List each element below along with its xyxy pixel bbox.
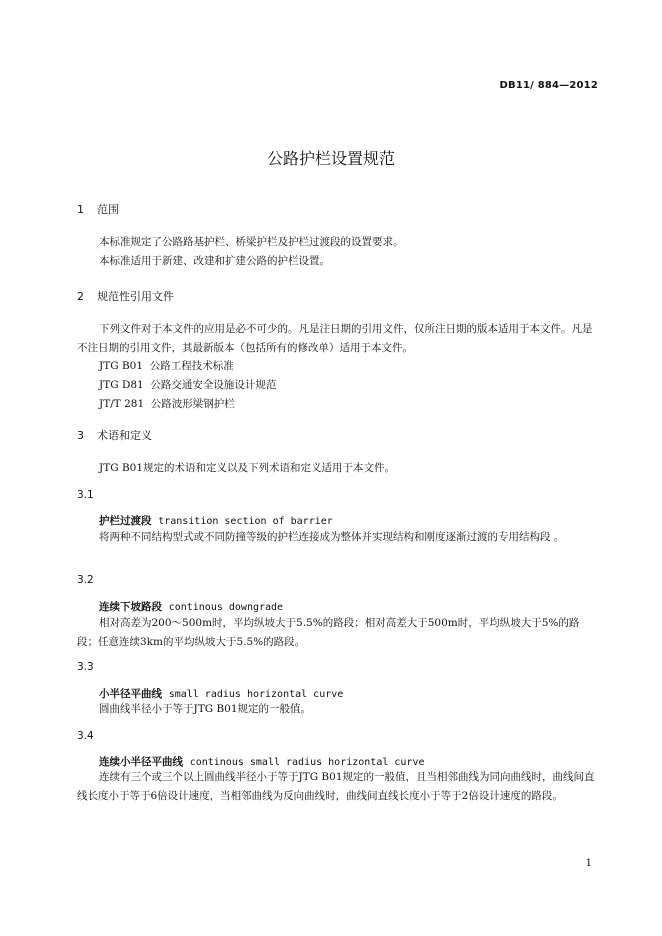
section-1-paragraph-2: 本标准适用于新建、改建和扩建公路的护栏设置。 bbox=[99, 255, 330, 267]
reference-item: JTG D81 公路交通安全设施设计规范 bbox=[99, 379, 277, 391]
section-1-paragraph-1: 本标准规定了公路路基护栏、桥梁护栏及护栏过渡段的设置要求。 bbox=[99, 236, 404, 248]
section-2-heading bbox=[77, 288, 174, 304]
term-number: 3.1 bbox=[77, 489, 94, 501]
term-definition: 将两种不同结构型式或不同防撞等级的护栏连接成为整体并实现结构和刚度逐渐过渡的专用结构段 。 bbox=[99, 531, 565, 543]
reference-item: JT/T 281 公路波形梁钢护栏 bbox=[99, 398, 235, 410]
term-heading bbox=[99, 599, 283, 614]
section-title: 术语和定义 bbox=[97, 429, 152, 442]
reference-item: JTG B01 公路工程技术标准 bbox=[99, 360, 234, 372]
term-number: 3.2 bbox=[77, 574, 94, 586]
term-chinese: 连续小半径平曲线 bbox=[99, 756, 183, 768]
document-code: DB11/ 884—2012 bbox=[499, 80, 598, 91]
term-chinese: 小半径平曲线 bbox=[99, 688, 162, 700]
section-number: 3 bbox=[77, 429, 84, 442]
section-number: 2 bbox=[77, 290, 84, 303]
section-1-heading bbox=[77, 201, 119, 217]
term-definition: 相对高差为200～500m时，平均纵坡大于5.5%的路段；相对高差大于500m时，平均纵坡大于5%的路段；任意连续3km的平均纵坡大于5.5%的路段。 bbox=[77, 617, 580, 648]
term-chinese: 连续下坡路段 bbox=[99, 601, 162, 613]
term-english: continous downgrade bbox=[168, 602, 284, 613]
term-english: continous small radius horizontal curve bbox=[189, 757, 425, 768]
section-title: 范围 bbox=[97, 203, 119, 216]
page-number: 1 bbox=[585, 858, 592, 869]
page-title: 公路护栏设置规范 bbox=[266, 149, 395, 168]
term-chinese: 护栏过渡段 bbox=[99, 515, 152, 527]
section-3-paragraph-1: JTG B01规定的术语和定义以及下列术语和定义适用于本文件。 bbox=[99, 462, 396, 474]
section-number: 1 bbox=[77, 203, 84, 216]
term-number: 3.3 bbox=[77, 661, 94, 673]
term-heading bbox=[99, 513, 333, 528]
term-heading bbox=[99, 754, 425, 769]
section-title: 规范性引用文件 bbox=[97, 290, 174, 303]
term-english: transition section of barrier bbox=[158, 516, 333, 527]
term-number: 3.4 bbox=[77, 730, 94, 742]
term-definition: 圆曲线半径小于等于JTG B01规定的一般值。 bbox=[99, 703, 312, 715]
section-3-heading bbox=[77, 427, 152, 443]
term-english: small radius horizontal curve bbox=[168, 689, 344, 700]
term-heading bbox=[99, 686, 343, 701]
section-2-paragraph-1: 下列文件对于本文件的应用是必不可少的。凡是注日期的引用文件，仅所注日期的版本适用于本文件。凡是不注日期的引用文件，其最新版本（包括所有的修改单）适用于本文件。 bbox=[77, 323, 593, 354]
term-definition: 连续有三个或三个以上圆曲线半径小于等于JTG B01规定的一般值，且当相邻曲线为同向曲线时，曲线间直线长度小于等于6倍设计速度，当相邻曲线为反向曲线时，曲线间直线长度小于等于2倍设计速度的路段。 bbox=[77, 771, 595, 802]
